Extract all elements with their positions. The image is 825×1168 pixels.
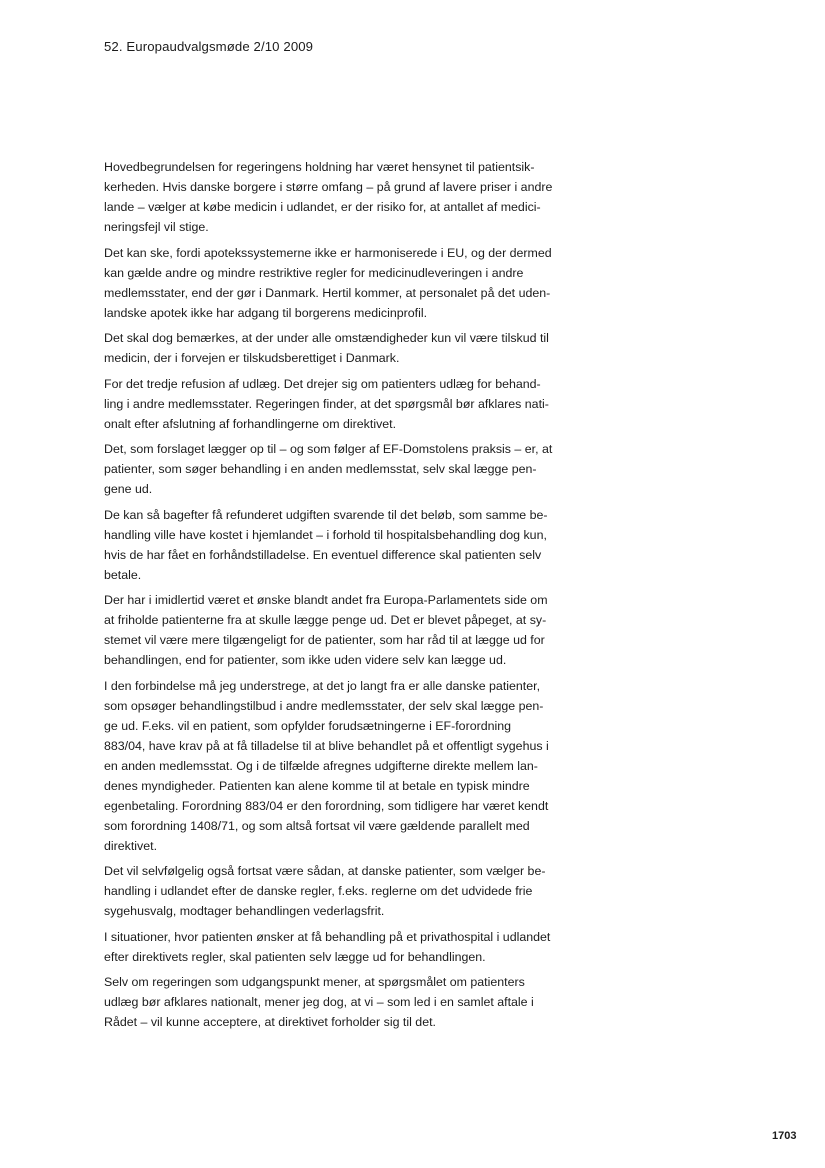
paragraph [104, 157, 594, 237]
text-line: kan gælde andre og mindre restriktive regler for medicinudleveringen i andre [104, 265, 524, 280]
paragraph [104, 861, 594, 921]
page-number: 1703 [772, 1130, 797, 1142]
text-line: I situationer, hvor patienten ønsker at få behandling på et privathospital i udlandet [104, 929, 551, 944]
text-line: hvis de har fået en forhåndstilladelse. En eventuel difference skal patienten selv [104, 547, 542, 562]
paragraph [104, 374, 594, 434]
paragraph [104, 328, 594, 368]
text-line: landske apotek ikke har adgang til borgerens medicinprofil. [104, 305, 428, 320]
paragraph [104, 590, 594, 670]
text-line: som forordning 1408/71, og som altså fortsat vil være gældende parallelt med [104, 818, 530, 833]
text-line: Det kan ske, fordi apotekssystemerne ikke er harmoniserede i EU, og der dermed [104, 245, 552, 260]
text-line: medlemsstater, end der gør i Danmark. Hertil kommer, at personalet på det uden- [104, 285, 551, 300]
text-line: Rådet – vil kunne acceptere, at direktivet forholder sig til det. [104, 1015, 436, 1029]
text-line: neringsfejl vil stige. [104, 220, 209, 234]
text-line: Det vil selvfølgelig også fortsat være sådan, at danske patienter, som vælger be- [104, 864, 546, 878]
paragraph [104, 972, 594, 1032]
text-line: handling ville have kostet i hjemlandet – i forhold til hospitalsbehandling dog kun, [104, 527, 547, 542]
text-line: sygehusvalg, modtager behandlingen vederlagsfrit. [104, 904, 385, 918]
text-line: I den forbindelse må jeg understrege, at det jo langt fra er alle danske patienter, [104, 678, 541, 693]
text-line: onalt efter afslutning af forhandlingerne om direktivet. [104, 416, 397, 431]
body-text [104, 157, 594, 1038]
text-line: kerheden. Hvis danske borgere i større omfang – på grund af lavere priser i andre [104, 180, 553, 194]
text-line: handling i udlandet efter de danske regler, f.eks. reglerne om det udvidede frie [104, 884, 533, 898]
text-line: For det tredje refusion af udlæg. Det drejer sig om patienters udlæg for behand- [104, 376, 541, 391]
text-line: efter direktivets regler, skal patienten selv lægge ud for behandlingen. [104, 949, 486, 964]
paragraph [104, 439, 594, 499]
text-line: som opsøger behandlingstilbud i andre medlemsstater, der selv skal lægge pen- [104, 698, 544, 713]
text-line: ling i andre medlemsstater. Regeringen finder, at det spørgsmål bør afklares nati- [104, 396, 549, 411]
text-line: Det, som forslaget lægger op til – og som følger af EF-Domstolens praksis – er, at [104, 442, 553, 456]
paragraph [104, 676, 594, 856]
text-line: gene ud. [104, 482, 153, 496]
paragraph [104, 243, 594, 323]
text-line: 883/04, have krav på at få tilladelse til at blive behandlet på et offentligt sygehus i [104, 738, 549, 753]
text-line: Selv om regeringen som udgangspunkt mener, at spørgsmålet om patienters [104, 975, 525, 989]
text-line: udlæg bør afklares nationalt, mener jeg dog, at vi – som led i en samlet aftale i [104, 995, 534, 1009]
text-line: Hovedbegrundelsen for regeringens holdning har været hensynet til patientsik- [104, 160, 535, 174]
text-line: betale. [104, 567, 142, 582]
text-line: medicin, der i forvejen er tilskudsberettiget i Danmark. [104, 351, 400, 365]
text-line: behandlingen, end for patienter, som ikke uden videre selv kan lægge ud. [104, 653, 507, 667]
paragraph [104, 927, 594, 967]
page-header: 52. Europaudvalgsmøde 2/10 2009 [104, 39, 314, 54]
text-line: Der har i imidlertid været et ønske blandt andet fra Europa-Parlamentets side om [104, 593, 548, 607]
text-line: en anden medlemsstat. Og i de tilfælde afregnes udgifterne direkte mellem lan- [104, 758, 538, 773]
text-line: patienter, som søger behandling i en anden medlemsstat, selv skal lægge pen- [104, 462, 537, 476]
text-line: egenbetaling. Forordning 883/04 er den forordning, som tidligere har været kendt [104, 798, 549, 813]
text-line: ge ud. F.eks. vil en patient, som opfylder forudsætningerne i EF-forordning [104, 718, 512, 733]
paragraph [104, 505, 594, 585]
text-line: lande – vælger at købe medicin i udlandet, er der risiko for, at antallet af medici- [104, 200, 541, 214]
text-line: direktivet. [104, 838, 158, 853]
text-line: stemet vil være mere tilgængeligt for de patienter, som har råd til at lægge ud for [104, 633, 545, 647]
text-line: Det skal dog bemærkes, at der under alle omstændigheder kun vil være tilskud til [104, 331, 549, 345]
text-line: at friholde patienterne fra at skulle lægge penge ud. Det er blevet påpeget, at sy- [104, 613, 547, 627]
text-line: denes myndigheder. Patienten kan alene komme til at betale en typisk mindre [104, 778, 530, 793]
text-line: De kan så bagefter få refunderet udgiften svarende til det beløb, som samme be- [104, 507, 548, 522]
